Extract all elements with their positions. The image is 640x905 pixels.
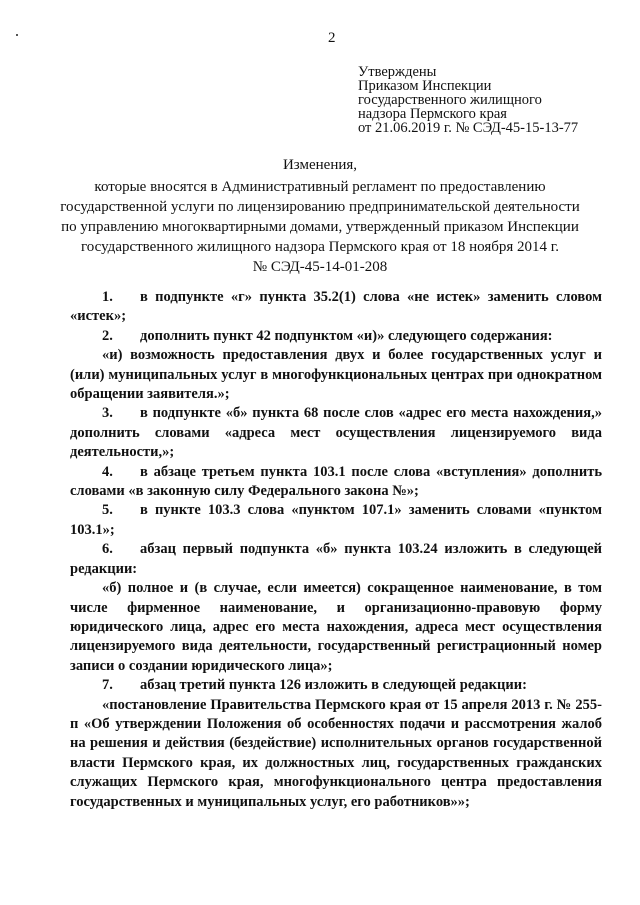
item-number: 1.	[102, 289, 113, 305]
item-text: в абзаце третьем пункта 103.1 после слова «вступления» дополнить словами «в законную силу Федерального закона №»;	[70, 463, 602, 500]
amendment-item	[70, 463, 602, 502]
amendment-item	[70, 288, 602, 327]
item-text: в пункте 103.3 слова «пунктом 107.1» заменить словами «пунктом 103.1»;	[70, 502, 602, 538]
item-number: 4.	[102, 463, 113, 480]
title-line: № СЭД-45-14-01-208	[252, 259, 388, 275]
item-text: абзац третий пункта 126 изложить в следующей редакции:	[140, 677, 527, 694]
title-heading: Изменения,	[282, 157, 358, 173]
document-title	[40, 155, 600, 277]
title-line: по управлению многоквартирными домами, утвержденный приказом Инспекции	[61, 219, 579, 235]
item-text: абзац первый подпункта «б» пункта 103.24 изложить в следующей редакции:	[70, 541, 602, 577]
title-line: государственного жилищного надзора Пермского края от 18 ноября 2014 г.	[81, 239, 559, 255]
approval-line: от 21.06.2019 г. № СЭД-45-15-13-77	[358, 120, 579, 136]
amendment-item	[70, 540, 602, 579]
title-line: которые вносятся в Административный регламент по предоставлению	[94, 179, 546, 195]
item-text: «б) полное и (в случае, если имеется) сокращенное наименование, в том числе фирменное наименование, и организационно-правовую форму юридического лица, адрес его места нахождения, адреса мест осуществления лицензируемого вида деятельности, государственный регистрационный номер записи о создании юридического лица»;	[70, 580, 602, 674]
amendment-item	[70, 404, 602, 462]
approval-line: надзора Пермского края	[358, 106, 507, 122]
item-text: «постановление Правительства Пермского края от 15 апреля 2013 г. № 255-п «Об утверждении Положения об особенностях подачи и рассмотрения жалоб на решения и действия (бездействие) исполнительных органов государственной власти Пермского края, их должностных лиц, государственных гражданских служащих Пермского края, многофункционального центра предоставления государственных и муниципальных услуг, его работников»»;	[70, 696, 602, 810]
approval-line: Утверждены	[358, 64, 437, 80]
amendment-quote	[70, 579, 602, 676]
amendment-quote	[70, 696, 602, 812]
item-number: 6.	[102, 541, 113, 558]
approval-block	[358, 65, 578, 135]
amendment-item	[70, 676, 602, 695]
item-text: в подпункте «б» пункта 68 после слов «адрес его места нахождения,» дополнить словами «адреса мест осуществления лицензируемого вида деятельности,»;	[70, 405, 602, 461]
title-line: государственной услуги по лицензированию предпринимательской деятельности	[60, 199, 580, 215]
scan-speck	[16, 34, 18, 36]
amendment-quote	[70, 346, 602, 404]
amendments-list	[70, 288, 602, 812]
page-number: 2	[328, 30, 336, 46]
item-number: 2.	[102, 327, 113, 344]
item-text: дополнить пункт 42 подпунктом «и)» следующего содержания:	[140, 327, 553, 344]
item-number: 7.	[102, 677, 113, 694]
item-text: «и) возможность предоставления двух и более государственных услуг и (или) муниципальных услуг в многофункциональных центрах при однократном обращении заявителя.»;	[70, 347, 602, 403]
approval-line: государственного жилищного	[358, 92, 542, 108]
item-text: в подпункте «г» пункта 35.2(1) слова «не истек» заменить словом «истек»;	[70, 289, 602, 325]
item-number: 3.	[102, 405, 113, 422]
amendment-item	[70, 327, 602, 346]
item-number: 5.	[102, 502, 113, 519]
amendment-item	[70, 501, 602, 540]
approval-line: Приказом Инспекции	[358, 78, 492, 94]
